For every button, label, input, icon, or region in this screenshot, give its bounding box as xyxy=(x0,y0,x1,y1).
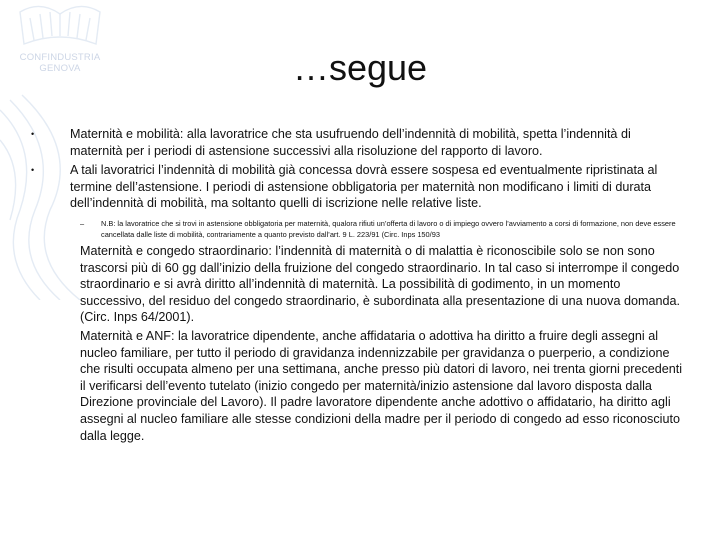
bullet-item xyxy=(0,162,720,212)
bullet-item xyxy=(0,126,720,159)
paragraph-anf: Maternità e ANF: la lavoratrice dipendente, anche affidataria o adottiva ha diritto a fruire degli assegni al nucleo familiare, per tutto il periodo di gravidanza indennizzabile per gravidanza o puerperio, a condizione che risulti occupata almeno per una settimana, anche presso più datori di lavoro, nei trenta giorni precedenti il verificarsi dell’evento tutelato (inizio congedo per maternità/inizio astensione dal lavoro disposta dalla Direzione provinciale del Lavoro). Il padre lavoratore dipendente anche adottivo o affidatario, ha diritto agli assegni al nucleo familiare alle stesse condizioni della madre per il periodo di congedo ad esso riconosciuto dalla legge. xyxy=(80,328,683,443)
content xyxy=(0,126,720,446)
logo-line2: GENOVA xyxy=(39,63,81,74)
logo-line1: CONFINDUSTRIA xyxy=(19,52,101,63)
bullet-marker: • xyxy=(31,165,35,176)
bullet-marker: • xyxy=(31,129,35,139)
sub-note-marker: – xyxy=(80,218,85,228)
bullet-text: A tali lavoratrici l’indennità di mobilità già concessa dovrà essere sospesa ed eventualmente ripristinata al termine dell’astensione. I periodi di astensione obbligatoria per maternità non modificano i limiti di durata dell’indennità di mobilità, ma soltanto quelli di iscrizione nelle relative liste. xyxy=(70,163,658,211)
page-title: …segue xyxy=(292,47,428,88)
paragraph-congedo: Maternità e congedo straordinario: l’indennità di maternità o di malattia è riconoscibile solo se non sono trascorsi più di 60 gg dall’inizio della fruizione del congedo straordinario. In tal caso si interrompe il congedo straordinario e si avrà diritto all’indennità di maternità. La possibilità di godimento, in un momento successivo, del residuo del congedo straordinario, è subordinata alla presentazione di una nuova domanda. (Circ. Inps 64/2001). xyxy=(80,243,680,325)
bullet-text: Maternità e mobilità: alla lavoratrice che sta usufruendo dell’indennità di mobilità, spetta l’indennità di maternità per i periodi di astensione successivi alla risoluzione del rapporto di lavoro. xyxy=(70,127,631,158)
sub-note xyxy=(0,218,720,240)
sub-note-text: N.B: la lavoratrice che si trovi in astensione obbligatoria per maternità, qualora rifiuti un’offerta di lavoro o di impiego ovvero l’avviamento a corsi di formazione, non deve essere cancellata dalle liste di mobilità, contrariamente a quanto previsto dall’art. 9 L. 223/91 (Circ. Inps 150/93 xyxy=(101,218,676,239)
